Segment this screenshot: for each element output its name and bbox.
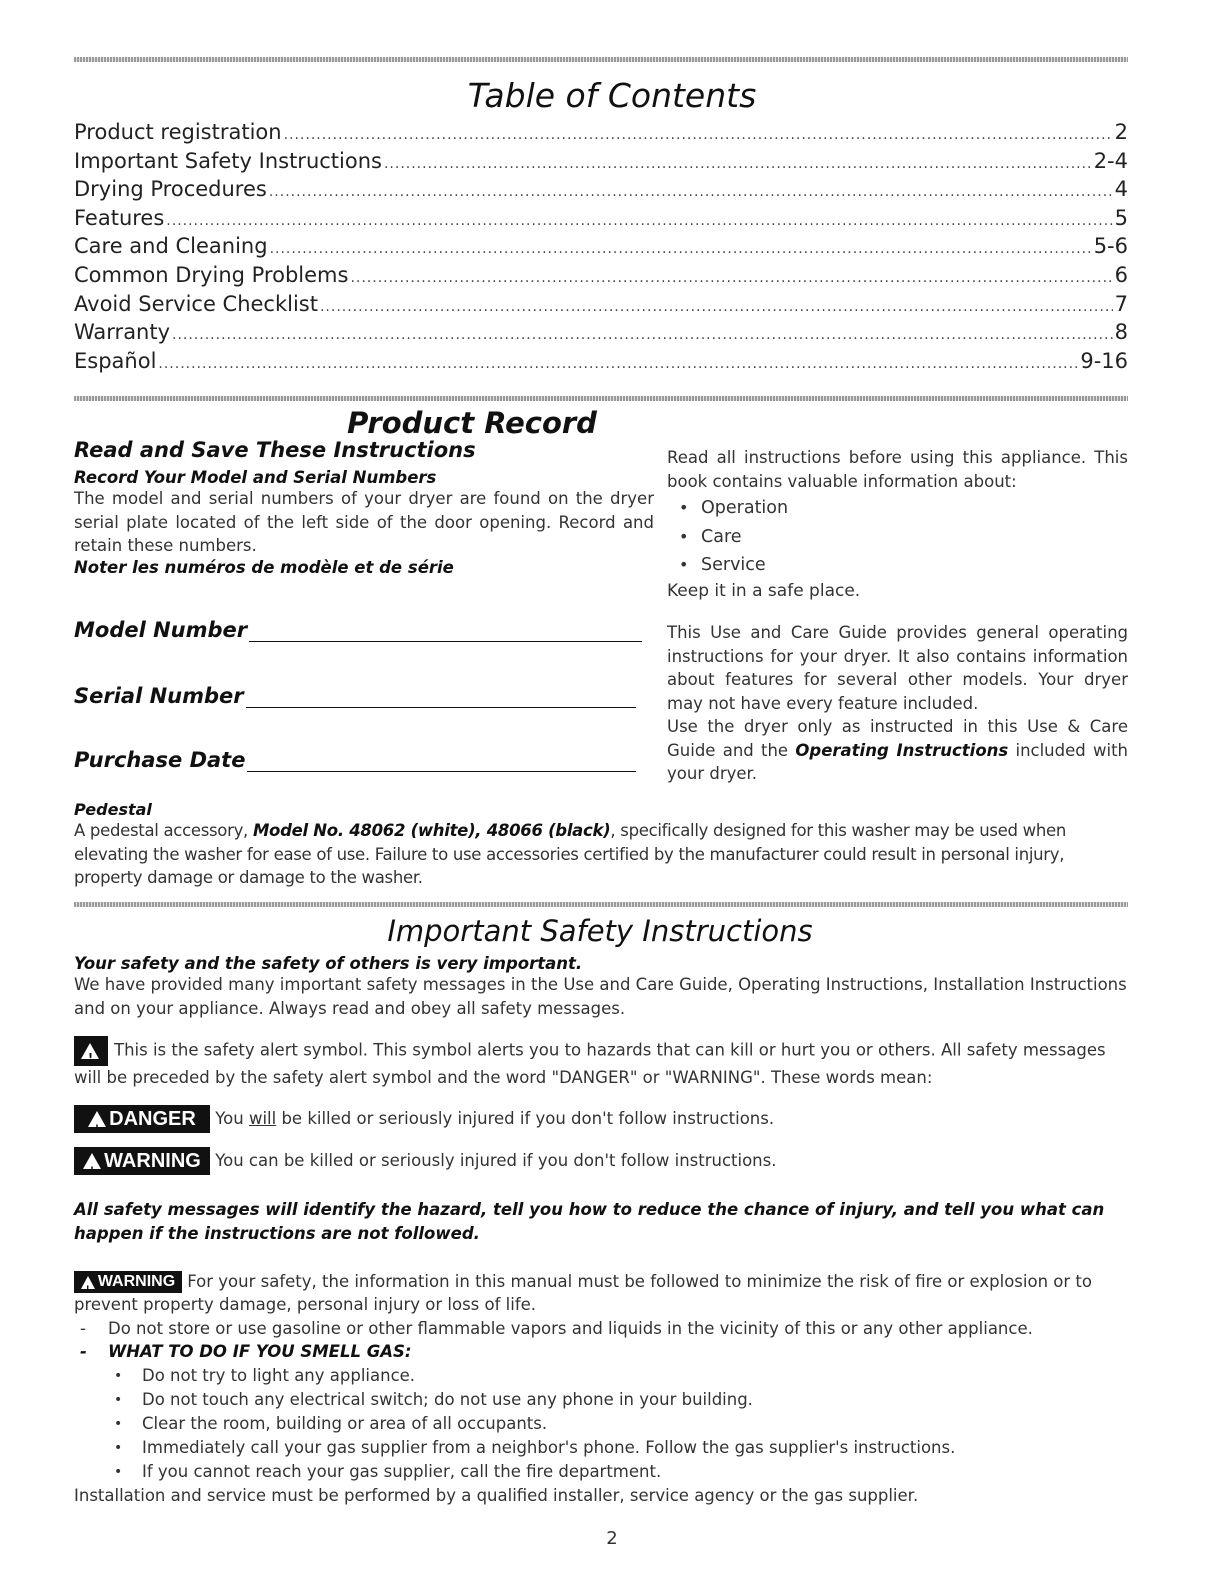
safety-alert: ! This is the safety alert symbol. This symbol alerts you to hazards that can kill or hurt you or others. All safety messages will be preceded by the safety alert symbol and the word "DANGER" or "WARNING". These words mean: [74, 1036, 1128, 1090]
top-divider [74, 57, 1128, 62]
safety-subtitle: Your safety and the safety of others is very important. [74, 954, 583, 973]
product-record-title: Product Record [347, 406, 597, 440]
warning2-row: ! WARNING For your safety, the information in this manual must be followed to minimize the risk of fire or explosion or to prevent property damage, personal injury or loss of life. [74, 1270, 1128, 1317]
toc-entry[interactable]: Important Safety Instructions ..... 2-4 [74, 149, 1128, 178]
toc-list [74, 120, 1128, 377]
list-item: • Do not touch any electrical switch; do not use any phone in your building. [74, 1388, 1128, 1412]
page-number: 2 [606, 1528, 618, 1549]
list-item: • Service [667, 551, 1128, 580]
list-item: • Do not try to light any appliance. [74, 1364, 1128, 1388]
toc-entry[interactable]: Avoid Service Checklist ..... 7 [74, 292, 1128, 321]
pedestal-model: Model No. 48062 (white), 48066 (black) [252, 821, 611, 840]
pedestal-text: A pedestal accessory, Model No. 48062 (white), 48066 (black), specifically designed for this washer may be used when elevating the washer for ease of use. Failure to use accessories certified by the manufacturer could result in personal injury, property damage or damage to the washer. [74, 821, 1067, 887]
warning-badge-small: ! WARNING [74, 1271, 182, 1293]
safety-section [74, 954, 1128, 1507]
list-item: - WHAT TO DO IF YOU SMELL GAS: [74, 1340, 1128, 1364]
divider [74, 902, 1128, 907]
right-intro: Read all instructions before using this appliance. This book contains valuable information about: [667, 448, 1128, 491]
safety-intro: We have provided many important safety messages in the Use and Care Guide, Operating Instructions, Installation Instructions and on your appliance. Always read and obey all safety messages. [74, 975, 1127, 1018]
safety-alert-icon [74, 1036, 108, 1066]
danger-row: ! DANGER You will be killed or seriously injured if you don't follow instructions. [74, 1104, 1128, 1134]
product-record-left [74, 438, 654, 577]
record-heading: Record Your Model and Serial Numbers [74, 468, 437, 487]
list-item: • If you cannot reach your gas supplier, call the fire department. [74, 1460, 1128, 1484]
serial-number-field[interactable]: Serial Number [74, 684, 636, 708]
pedestal-heading: Pedestal [74, 800, 152, 819]
safety-title: Important Safety Instructions [387, 914, 813, 948]
warning-triangle-icon [88, 1111, 106, 1127]
toc-entry[interactable]: Features ..... 5 [74, 206, 1128, 235]
contents-bullets [667, 494, 1128, 580]
toc-entry[interactable]: Care and Cleaning ..... 5-6 [74, 234, 1128, 263]
french-note: Noter les numéros de modèle et de série [74, 557, 454, 577]
list-item: • Immediately call your gas supplier from a neighbor's phone. Follow the gas supplier's instructions. [74, 1436, 1128, 1460]
purchase-date-field[interactable]: Purchase Date [74, 748, 636, 772]
list-item: - Do not store or use gasoline or other flammable vapors and liquids in the vicinity of this or any other appliance. [74, 1317, 1128, 1341]
product-record-right [667, 446, 1128, 786]
list-item: • Clear the room, building or area of all occupants. [74, 1412, 1128, 1436]
read-save-heading: Read and Save These Instructions [74, 438, 476, 462]
use-text: Use the dryer only as instructed in this Use & Care Guide and the Operating Instructions included with your dryer. [667, 717, 1128, 783]
warning-badge: ! WARNING [74, 1147, 210, 1175]
operating-instructions-ref: Operating Instructions [795, 740, 1009, 760]
model-number-field[interactable]: Model Number [74, 618, 642, 642]
keep-safe: Keep it in a safe place. [667, 580, 861, 601]
list-item: • Operation [667, 494, 1128, 523]
danger-badge: ! DANGER [74, 1105, 210, 1133]
gas-warnings [74, 1317, 1128, 1364]
toc-entry[interactable]: Product registration ..... 2 [74, 120, 1128, 149]
pedestal-section [74, 800, 1128, 890]
toc-title: Table of Contents [467, 76, 757, 115]
installation-note: Installation and service must be performed by a qualified installer, service agency or the gas supplier. [74, 1485, 919, 1505]
toc-entry[interactable]: Español ..... 9-16 [74, 349, 1128, 378]
divider [74, 396, 1128, 401]
identify-text: All safety messages will identify the hazard, tell you how to reduce the chance of injury, and tell you what can happen if the instructions are not followed. [74, 1199, 1105, 1243]
warning-row: ! WARNING You can be killed or seriously injured if you don't follow instructions. [74, 1146, 1128, 1176]
toc-entry[interactable]: Common Drying Problems ..... 6 [74, 263, 1128, 292]
list-item: • Care [667, 523, 1128, 552]
guide-text: This Use and Care Guide provides general operating instructions for your dryer. It also contains information about features for several other models. Your dryer may not have every feature included. [667, 623, 1128, 713]
warning-triangle-icon [81, 1276, 95, 1289]
gas-steps [74, 1364, 1128, 1484]
toc-entry[interactable]: Warranty ..... 8 [74, 320, 1128, 349]
warning-triangle-icon [83, 1153, 101, 1169]
record-text: The model and serial numbers of your dryer are found on the dryer serial plate located of the left side of the door opening. Record and retain these numbers. [74, 489, 654, 555]
toc-entry[interactable]: Drying Procedures ..... 4 [74, 177, 1128, 206]
